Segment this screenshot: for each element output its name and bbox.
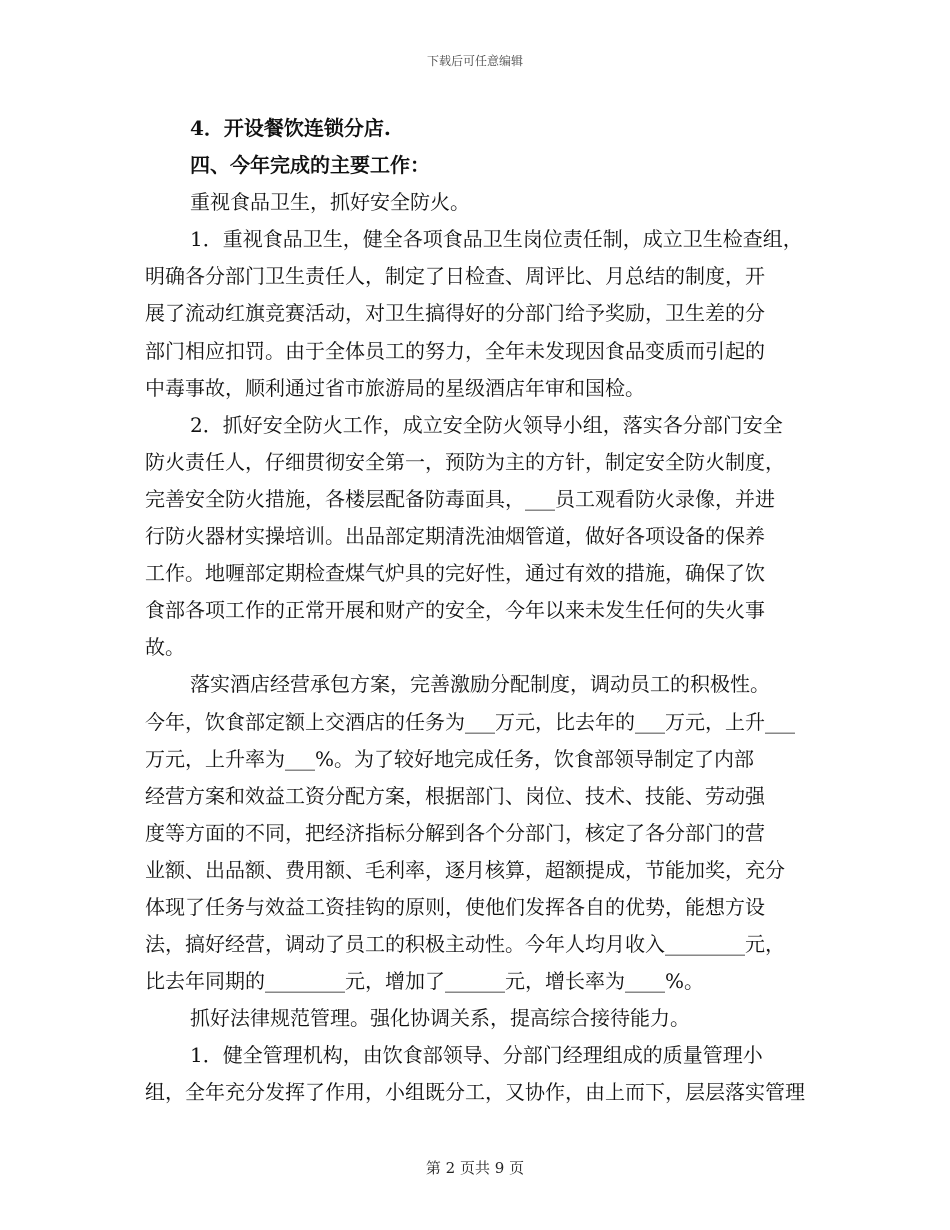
paragraph-line: 业额、出品额、费用额、毛利率，逐月核算，超额提成，节能加奖，充分 <box>145 857 785 882</box>
paragraph-line: 行防火器材实操培训。出品部定期清洗油烟管道，做好各项设备的保养 <box>145 524 765 549</box>
paragraph-line: 抓好法律规范管理。强化协调关系，提高综合接待能力。 <box>190 1006 690 1031</box>
paragraph-line: 完善安全防火措施，各楼层配备防毒面具，___员工观看防火录像，并进 <box>145 486 775 511</box>
paragraph-line: 1．健全管理机构，由饮食部领导、分部门经理组成的质量管理小 <box>190 1043 763 1068</box>
paragraph-line: 体现了任务与效益工资挂钩的原则，使他们发挥各自的优势，能想方设 <box>145 894 765 919</box>
paragraph-line: 食部各项工作的正常开展和财产的安全，今年以来未发生任何的失火事 <box>145 598 765 623</box>
paragraph-line: 万元，上升率为___%。为了较好地完成任务，饮食部领导制定了内部 <box>145 746 755 771</box>
paragraph-line: 比去年同期的________元，增加了______元，增长率为____%。 <box>145 969 705 994</box>
paragraph-line: 部门相应扣罚。由于全体员工的努力，全年未发现因食品变质而引起的 <box>145 338 765 363</box>
page-header: 下载后可任意编辑 <box>426 54 523 68</box>
paragraph-line: 2．抓好安全防火工作，成立安全防火领导小组，落实各分部门安全 <box>190 412 783 437</box>
paragraph-line: 展了流动红旗竞赛活动，对卫生搞得好的分部门给予奖励，卫生差的分 <box>145 301 765 326</box>
paragraph-line: 工作。地喱部定期检查煤气炉具的完好性，通过有效的措施，确保了饮 <box>145 561 765 586</box>
paragraph-line: 重视食品卫生，抓好安全防火。 <box>190 190 470 215</box>
paragraph-line: 故。 <box>145 635 185 660</box>
paragraph-line: 明确各分部门卫生责任人，制定了日检查、周评比、月总结的制度，开 <box>145 264 765 289</box>
page-footer: 第 2 页共 9 页 <box>425 1159 525 1177</box>
paragraph-line: 中毒事故，顺利通过省市旅游局的星级酒店年审和国检。 <box>145 375 645 400</box>
heading-line: 四、今年完成的主要工作： <box>190 153 430 178</box>
paragraph-line: 法，搞好经营，调动了员工的积极主动性。今年人均月收入________元， <box>145 932 785 957</box>
paragraph-line: 1．重视食品卫生，健全各项食品卫生岗位责任制，成立卫生检查组， <box>190 227 803 252</box>
paragraph-line: 度等方面的不同，把经济指标分解到各个分部门，核定了各分部门的营 <box>145 820 765 845</box>
paragraph-line: 落实酒店经营承包方案，完善激励分配制度，调动员工的积极性。 <box>190 672 770 697</box>
paragraph-line: 经营方案和效益工资分配方案，根据部门、岗位、技术、技能、劳动强 <box>145 783 765 808</box>
heading-line: 4．开设餐饮连锁分店. <box>190 116 391 140</box>
paragraph-line: 防火责任人，仔细贯彻安全第一，预防为主的方针，制定安全防火制度， <box>145 449 785 474</box>
paragraph-line: 组，全年充分发挥了作用，小组既分工，又协作，由上而下，层层落实管理 <box>145 1080 805 1105</box>
document-body <box>145 110 810 1112</box>
paragraph-line: 今年，饮食部定额上交酒店的任务为___万元，比去年的___万元，上升___ <box>145 709 795 734</box>
